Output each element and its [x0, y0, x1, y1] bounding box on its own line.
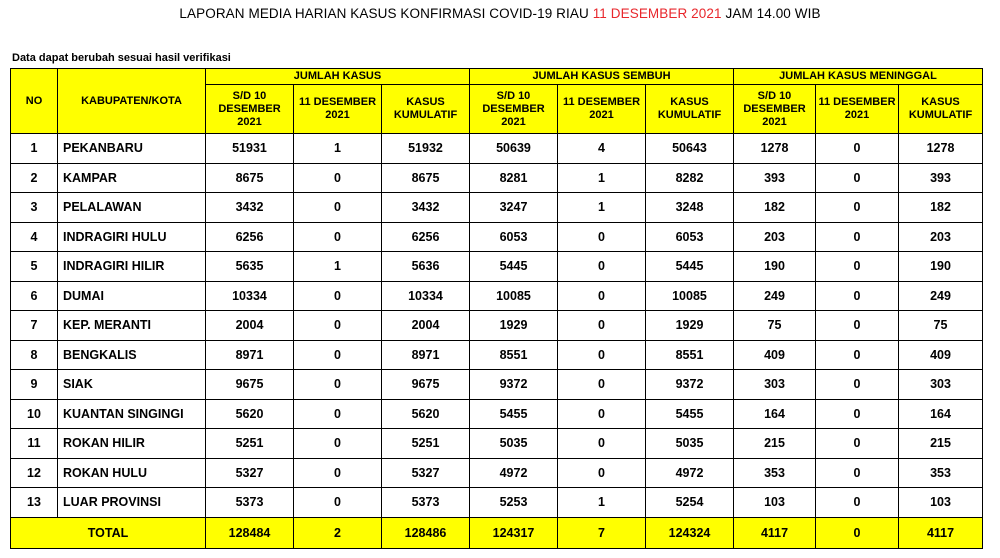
value-cell: 5327 [206, 458, 294, 488]
header-jumlah-kasus: JUMLAH KASUS [206, 69, 470, 85]
value-cell: 75 [899, 311, 983, 341]
value-cell: 8675 [206, 163, 294, 193]
title-date: 11 DESEMBER 2021 [592, 6, 722, 21]
kabupaten-name: SIAK [58, 370, 206, 400]
value-cell: 0 [816, 488, 899, 518]
value-cell: 9675 [206, 370, 294, 400]
value-cell: 0 [294, 370, 382, 400]
value-cell: 5254 [646, 488, 734, 518]
value-cell: 4 [558, 134, 646, 164]
value-cell: 0 [816, 340, 899, 370]
header-meninggal-11: 11 DESEMBER 2021 [816, 85, 899, 134]
value-cell: 1278 [899, 134, 983, 164]
row-number: 4 [11, 222, 58, 252]
kabupaten-name: INDRAGIRI HILIR [58, 252, 206, 282]
value-cell: 249 [899, 281, 983, 311]
table-row [11, 222, 983, 252]
table-row [11, 488, 983, 518]
total-cell: 2 [294, 517, 382, 548]
value-cell: 0 [294, 311, 382, 341]
row-number: 13 [11, 488, 58, 518]
value-cell: 5251 [382, 429, 470, 459]
value-cell: 0 [558, 340, 646, 370]
total-cell: 0 [816, 517, 899, 548]
total-cell: 4117 [734, 517, 816, 548]
value-cell: 103 [734, 488, 816, 518]
value-cell: 8971 [206, 340, 294, 370]
total-cell: 128484 [206, 517, 294, 548]
value-cell: 0 [558, 252, 646, 282]
value-cell: 8282 [646, 163, 734, 193]
value-cell: 353 [899, 458, 983, 488]
value-cell: 5253 [470, 488, 558, 518]
value-cell: 249 [734, 281, 816, 311]
value-cell: 182 [899, 193, 983, 223]
value-cell: 0 [816, 399, 899, 429]
value-cell: 409 [899, 340, 983, 370]
value-cell: 9675 [382, 370, 470, 400]
value-cell: 393 [899, 163, 983, 193]
value-cell: 5445 [470, 252, 558, 282]
table-row [11, 252, 983, 282]
report-title [0, 6, 1000, 21]
kabupaten-name: PEKANBARU [58, 134, 206, 164]
kabupaten-name: PELALAWAN [58, 193, 206, 223]
value-cell: 1 [558, 193, 646, 223]
value-cell: 0 [816, 429, 899, 459]
value-cell: 1278 [734, 134, 816, 164]
row-number: 9 [11, 370, 58, 400]
value-cell: 5636 [382, 252, 470, 282]
row-number: 12 [11, 458, 58, 488]
value-cell: 0 [294, 222, 382, 252]
row-number: 5 [11, 252, 58, 282]
value-cell: 0 [294, 458, 382, 488]
title-prefix: LAPORAN MEDIA HARIAN KASUS KONFIRMASI COVID-19 RIAU [179, 6, 589, 21]
value-cell: 1929 [646, 311, 734, 341]
total-cell: 4117 [899, 517, 983, 548]
value-cell: 5373 [206, 488, 294, 518]
value-cell: 0 [816, 281, 899, 311]
value-cell: 0 [816, 311, 899, 341]
title-suffix: JAM 14.00 WIB [725, 6, 821, 21]
value-cell: 8551 [646, 340, 734, 370]
table-row [11, 281, 983, 311]
total-row [11, 517, 983, 548]
value-cell: 0 [294, 163, 382, 193]
value-cell: 5035 [470, 429, 558, 459]
value-cell: 3432 [382, 193, 470, 223]
value-cell: 5373 [382, 488, 470, 518]
row-number: 2 [11, 163, 58, 193]
value-cell: 3248 [646, 193, 734, 223]
kabupaten-name: BENGKALIS [58, 340, 206, 370]
value-cell: 203 [734, 222, 816, 252]
value-cell: 5455 [646, 399, 734, 429]
value-cell: 5445 [646, 252, 734, 282]
value-cell: 1 [294, 134, 382, 164]
value-cell: 51931 [206, 134, 294, 164]
table-row [11, 311, 983, 341]
header-meninggal-kumulatif: KASUS KUMULATIF [899, 85, 983, 134]
value-cell: 5251 [206, 429, 294, 459]
value-cell: 0 [816, 222, 899, 252]
value-cell: 0 [558, 399, 646, 429]
value-cell: 303 [734, 370, 816, 400]
value-cell: 409 [734, 340, 816, 370]
value-cell: 0 [294, 340, 382, 370]
value-cell: 0 [558, 458, 646, 488]
value-cell: 51932 [382, 134, 470, 164]
row-number: 7 [11, 311, 58, 341]
value-cell: 8971 [382, 340, 470, 370]
value-cell: 9372 [646, 370, 734, 400]
kabupaten-name: LUAR PROVINSI [58, 488, 206, 518]
value-cell: 10085 [470, 281, 558, 311]
kabupaten-name: ROKAN HULU [58, 458, 206, 488]
value-cell: 0 [294, 399, 382, 429]
value-cell: 50639 [470, 134, 558, 164]
kabupaten-name: INDRAGIRI HULU [58, 222, 206, 252]
row-number: 10 [11, 399, 58, 429]
value-cell: 103 [899, 488, 983, 518]
value-cell: 10334 [382, 281, 470, 311]
table-row [11, 370, 983, 400]
value-cell: 0 [294, 281, 382, 311]
total-cell: 128486 [382, 517, 470, 548]
value-cell: 0 [816, 252, 899, 282]
value-cell: 2004 [206, 311, 294, 341]
header-kasus-kumulatif: KASUS KUMULATIF [382, 85, 470, 134]
value-cell: 164 [734, 399, 816, 429]
value-cell: 190 [734, 252, 816, 282]
table-row [11, 399, 983, 429]
table-body [11, 134, 983, 518]
value-cell: 50643 [646, 134, 734, 164]
kabupaten-name: KUANTAN SINGINGI [58, 399, 206, 429]
header-sembuh-11: 11 DESEMBER 2021 [558, 85, 646, 134]
value-cell: 215 [899, 429, 983, 459]
value-cell: 0 [816, 370, 899, 400]
value-cell: 0 [558, 311, 646, 341]
header-sembuh-kumulatif: KASUS KUMULATIF [646, 85, 734, 134]
value-cell: 5327 [382, 458, 470, 488]
value-cell: 3247 [470, 193, 558, 223]
value-cell: 215 [734, 429, 816, 459]
total-cell: 124324 [646, 517, 734, 548]
header-kasus-sd10: S/D 10 DESEMBER 2021 [206, 85, 294, 134]
value-cell: 182 [734, 193, 816, 223]
table-row [11, 458, 983, 488]
value-cell: 5455 [470, 399, 558, 429]
value-cell: 8675 [382, 163, 470, 193]
value-cell: 1929 [470, 311, 558, 341]
covid-case-table [10, 68, 983, 549]
value-cell: 2004 [382, 311, 470, 341]
table-row [11, 340, 983, 370]
total-cell: 7 [558, 517, 646, 548]
value-cell: 8551 [470, 340, 558, 370]
value-cell: 5620 [382, 399, 470, 429]
value-cell: 0 [816, 458, 899, 488]
value-cell: 0 [558, 281, 646, 311]
kabupaten-name: KEP. MERANTI [58, 311, 206, 341]
row-number: 8 [11, 340, 58, 370]
value-cell: 203 [899, 222, 983, 252]
value-cell: 5635 [206, 252, 294, 282]
table-row [11, 193, 983, 223]
value-cell: 0 [558, 370, 646, 400]
header-jumlah-sembuh: JUMLAH KASUS SEMBUH [470, 69, 734, 85]
value-cell: 3432 [206, 193, 294, 223]
header-no: NO [11, 69, 58, 134]
value-cell: 4972 [470, 458, 558, 488]
value-cell: 6053 [646, 222, 734, 252]
header-kasus-11: 11 DESEMBER 2021 [294, 85, 382, 134]
value-cell: 6053 [470, 222, 558, 252]
header-meninggal-sd10: S/D 10 DESEMBER 2021 [734, 85, 816, 134]
value-cell: 0 [816, 193, 899, 223]
value-cell: 1 [294, 252, 382, 282]
value-cell: 0 [816, 134, 899, 164]
row-number: 1 [11, 134, 58, 164]
value-cell: 164 [899, 399, 983, 429]
value-cell: 1 [558, 488, 646, 518]
value-cell: 8281 [470, 163, 558, 193]
value-cell: 4972 [646, 458, 734, 488]
row-number: 3 [11, 193, 58, 223]
kabupaten-name: ROKAN HILIR [58, 429, 206, 459]
total-label: TOTAL [11, 517, 206, 548]
value-cell: 6256 [382, 222, 470, 252]
value-cell: 353 [734, 458, 816, 488]
kabupaten-name: DUMAI [58, 281, 206, 311]
header-sembuh-sd10: S/D 10 DESEMBER 2021 [470, 85, 558, 134]
value-cell: 5035 [646, 429, 734, 459]
table-row [11, 134, 983, 164]
value-cell: 190 [899, 252, 983, 282]
total-cell: 124317 [470, 517, 558, 548]
value-cell: 0 [294, 429, 382, 459]
value-cell: 0 [558, 429, 646, 459]
kabupaten-name: KAMPAR [58, 163, 206, 193]
row-number: 6 [11, 281, 58, 311]
value-cell: 0 [816, 163, 899, 193]
value-cell: 0 [294, 193, 382, 223]
value-cell: 75 [734, 311, 816, 341]
value-cell: 10334 [206, 281, 294, 311]
header-jumlah-meninggal: JUMLAH KASUS MENINGGAL [734, 69, 983, 85]
value-cell: 5620 [206, 399, 294, 429]
header-kabupaten: KABUPATEN/KOTA [58, 69, 206, 134]
table-row [11, 429, 983, 459]
table-row [11, 163, 983, 193]
value-cell: 1 [558, 163, 646, 193]
value-cell: 303 [899, 370, 983, 400]
value-cell: 9372 [470, 370, 558, 400]
value-cell: 10085 [646, 281, 734, 311]
row-number: 11 [11, 429, 58, 459]
verification-note: Data dapat berubah sesuai hasil verifikasi [12, 52, 231, 64]
value-cell: 0 [294, 488, 382, 518]
value-cell: 393 [734, 163, 816, 193]
value-cell: 6256 [206, 222, 294, 252]
value-cell: 0 [558, 222, 646, 252]
